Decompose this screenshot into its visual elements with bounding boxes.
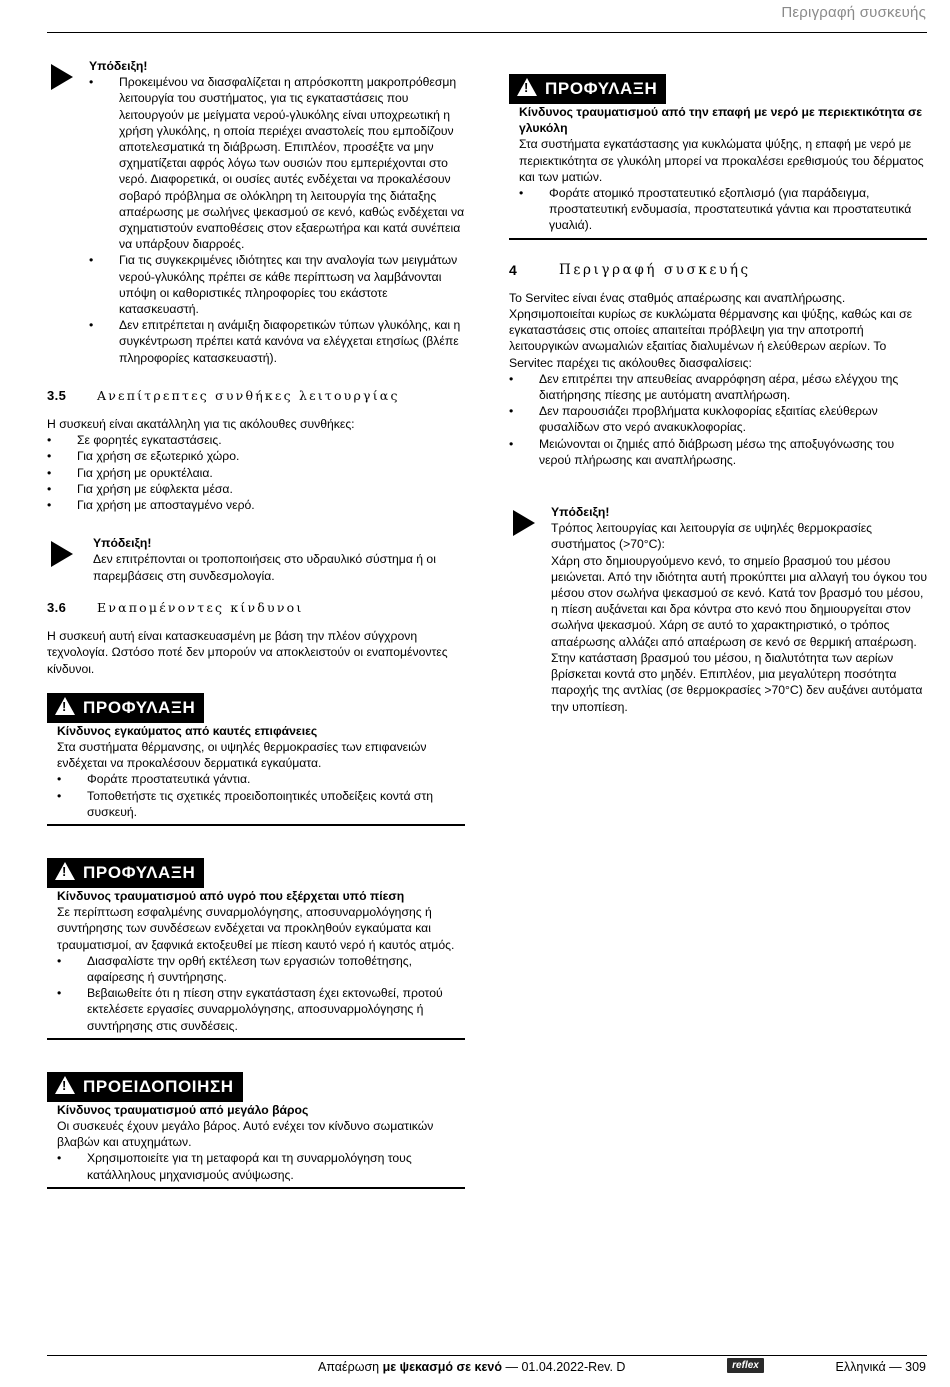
warning-badge [47,1072,243,1102]
list-item: • Βεβαιωθείτε ότι η πίεση στην εγκατάσταση έχει εκτονωθεί, προτού εκτελέσετε εργασίες συναρμολόγησης, αποσυναρμολόγησης ή συντήρησης στις συνδέσεις. [57,985,465,1034]
right-column [509,74,927,715]
note-text: Δεν επιτρέπονται οι τροποποιήσεις στο υδραυλικό σύστημα ή οι παρεμβάσεις στη συνδεσμολογία. [93,552,436,583]
caution-subtitle: Κίνδυνος εγκαύματος από καυτές επιφάνειες [57,723,318,738]
note-list [89,74,465,366]
list-item: • Χρησιμοποιείτε για τη μεταφορά και τη συναρμολόγηση τους κατάλληλους μηχανισμούς ανύψωσης. [57,1150,465,1182]
running-header: Περιγραφή συσκευής [781,4,926,21]
caution-badge [47,858,204,888]
note-title: Υπόδειξη! [93,536,152,551]
list-item: • Για χρήση με αποσταγμένο νερό. [47,497,465,513]
footer-page-number: Ελληνικά — 309 [835,1360,926,1374]
conditions-list [47,432,465,513]
list-item: • Τοποθετήστε τις σχετικές προειδοποιητικές υποδείξεις κοντά στη συσκευή. [57,788,465,820]
section-heading-3-5 [47,388,465,404]
note-glycol [47,58,465,366]
caution-pressurized-fluid [47,858,465,1040]
caution-text: Σε περίπτωση εσφαλμένης συναρμολόγησης, αποσυναρμολόγησης ή συντήρησης των συνδέσεων ενδέχεται να προκληθούν εγκαύματα και τραυματισμοί, αν ξαφνικά εκτοξευθεί με πίεση καυτό νερό ή καυτός ατμός. [57,905,455,952]
section-number: 3.6 [47,599,67,615]
section-title: Εναπομένοντες κίνδυνοι [97,599,304,615]
caution-label: ΠΡΟΦΥΛΑΞΗ [83,862,196,882]
caution-list [57,771,465,820]
note-text: Χάρη στο δημιουργούμενο κενό, το σημείο βρασμού του μέσου μειώνεται. Από την ιδιότητα αυτή προκύπτει μια αλλαγή του όγκου του μέσου στον σωλήνα ψεκασμού σε κενό. Κατά τον βρασμό του μέσου, η πίεση αυξάνεται και δρα κόντρα στο κενό που δημιουργείται στον σωλήνα ψεκασμού. Χάρη σε αυτό το χαρακτηριστικό, ο τρόπος απαέρωσης αλλάζει από απαέρωση σε κενό σε θερμική απαέρωση. Στην κατάσταση βρασμού του μέσου, η διαλυτότητα των αερίων βρίσκεται κοντά στο μηδέν. Επιπλέον, μια μεγαλύτερη ποσότητα παροχής της αντλίας (σε θερμοκρασίες >70°C) δεν αυξάνει αυτόματα την υποπίεση. [551,553,927,714]
caution-list [57,953,465,1034]
caution-text: Στα συστήματα θέρμανσης, οι υψηλές θερμοκρασίες των επιφανειών ενδέχεται να προκαλέσουν δερματικά εγκαύματα. [57,739,427,771]
warning-triangle-icon [55,697,75,715]
list-item: • Προκειμένου να διασφαλίζεται η απρόσκοπτη μακροπρόθεσμη λειτουργία του συστήματος, για τις εγκαταστάσεις που λειτουργούν με μείγματα νερού-γλυκόλης είναι υποχρεωτική η χρήση γλυκόλης, η οποία περιέχει αναστολείς που εμποδίζουν αποτελεσματικά τη διάβρωση. Επιπλέον, προσέξτε να μην σχηματίζεται αφρός λόγω των ουσιών που εμπεριέχονται στο νερό. Διαφορετικά, οι ουσίες αυτές ενδέχεται να προκαλέσουν σοβαρό πρόβλημα σε ολόκληρη τη λειτουργία της διάταξης απαέρωσης με σωλήνες ψεκασμού σε κενό, καθώς ενδέχεται να σχηματιστούν εναποθέσεις στον εξαερωτήρα και κατά συνέπεια να υπάρξουν διαρροές. [89,74,465,252]
paragraph: Η συσκευή αυτή είναι κατασκευασμένη με βάση την πλέον σύγχρονη τεχνολογία. Ωστόσο ποτέ δεν μπορούν να αποκλειστούν οι εναπομένοντες κίνδυνοι. [47,629,448,676]
list-item: • Δεν επιτρέπεται η ανάμιξη διαφορετικών τύπων γλυκόλης, και η συγκέντρωση πρέπει κατά κανόνα να ελέγχεται ετησίως (βλέπε πληροφορίες κατασκευαστή). [89,317,465,366]
caution-subtitle: Κίνδυνος τραυματισμού από την επαφή με νερό με περιεκτικότητα σε γλυκόλη [519,105,923,136]
footer-doc-suffix: — 01.04.2022-Rev. D [502,1360,626,1374]
list-item: • Δεν επιτρέπει την απευθείας αναρρόφηση αέρα, μέσω ελέγχου της διατήρησης πίεσης με αυτόματη αναπλήρωση. [509,371,927,403]
features-list [509,371,927,468]
list-item: • Μειώνονται οι ζημιές από διάβρωση μέσω της αποξυγόνωσης του νερού πλήρωσης και αναπλήρωσης. [509,436,927,468]
warning-triangle-icon [517,78,537,96]
caution-text: Στα συστήματα εγκατάστασης για κυκλώματα ψύξης, η επαφή με νερό με περιεκτικότητα σε γλυκόλη μπορεί να προκαλέσει ερεθισμούς του δέρματος και των ματιών. [519,137,924,184]
caution-label: ΠΡΟΦΥΛΑΞΗ [83,697,196,717]
list-item: • Για χρήση με ορυκτέλαια. [47,465,465,481]
note-high-temperature [509,504,927,715]
caution-badge [509,74,666,104]
footer-doc-bold: με ψεκασμό σε κενό [382,1360,502,1374]
caution-body [47,888,465,1034]
list-item: • Για χρήση σε εξωτερικό χώρο. [47,448,465,464]
list-item: • Σε φορητές εγκαταστάσεις. [47,432,465,448]
reflex-logo: reflex [727,1358,764,1373]
caution-badge [47,693,204,723]
footer-rule [47,1355,927,1356]
warning-body [47,1102,465,1183]
list-item: • Για τις συγκεκριμένες ιδιότητες και την αναλογία των μειγμάτων νερού-γλυκόλης πρέπει σε κάθε περίπτωση να λαμβάνονται υπόψη οι καθοριστικές πληροφορίες του εκάστοτε κατασκευαστή. [89,252,465,317]
caution-hot-surfaces [47,693,465,826]
note-modifications [47,535,465,584]
list-item: • Διασφαλίστε την ορθή εκτέλεση των εργασιών τοποθέτησης, αφαίρεσης ή συντήρησης. [57,953,465,985]
list-item: • Φοράτε ατομικό προστατευτικό εξοπλισμό (για παράδειγμα, προστατευτική ενδυμασία, προστατευτικά γάντια και προστατευτικά γυαλιά). [519,185,927,234]
section-title: Περιγραφή συσκευής [559,261,751,278]
list-item: • Δεν παρουσιάζει προβλήματα κυκλοφορίας εξαιτίας ελεύθερων φυσαλίδων στο νερό ανακυκλοφορίας. [509,403,927,435]
section-number: 3.5 [47,387,67,403]
caution-glycol-contact [509,74,927,240]
note-text: Τρόπος λειτουργίας και λειτουργία σε υψηλές θερμοκρασίες συστήματος (>70°C): [551,521,872,552]
section-title: Ανεπίτρεπτες συνθήκες λειτουργίας [97,387,400,403]
note-title: Υπόδειξη! [551,505,610,520]
header-rule [47,32,927,33]
caution-subtitle: Κίνδυνος τραυματισμού από υγρό που εξέρχεται υπό πίεση [57,888,405,903]
note-title: Υπόδειξη! [89,59,148,73]
caution-body [47,723,465,820]
caution-label: ΠΡΟΦΥΛΑΞΗ [545,78,658,98]
footer-document-title [318,1359,625,1375]
footer-doc-prefix: Απαέρωση [318,1360,383,1374]
note-arrow-icon [513,510,535,536]
warning-triangle-icon [55,862,75,880]
list-item: • Για χρήση με εύφλεκτα μέσα. [47,481,465,497]
section-number: 4 [509,261,518,278]
caution-body [509,104,927,234]
paragraph: Το Servitec είναι ένας σταθμός απαέρωσης και αναπλήρωσης. Χρησιμοποιείται κυρίως σε κυκλώματα θέρμανσης και ψύξης, καθώς και σε εγκαταστάσεις στις οποίες απαιτείται πρόβλεψη για την αποτροπή λειτουργικών ανωμαλιών εξαιτίας διαλυμένων ή ελεύθερων αερίων. Το Servitec παρέχει τις ακόλουθες διασφαλίσεις: [509,290,913,370]
left-column [47,58,465,1189]
note-arrow-icon [51,541,73,567]
warning-text: Οι συσκευές έχουν μεγάλο βάρος. Αυτό ενέχει τον κίνδυνο σωματικών βλαβών και ατυχημάτων. [57,1118,434,1150]
list-item: • Φοράτε προστατευτικά γάντια. [57,771,465,787]
section-heading-3-6 [47,600,465,616]
section-heading-4 [509,262,927,278]
warning-label: ΠΡΟΕΙΔΟΠΟΙΗΣΗ [83,1076,234,1096]
warning-list [57,1150,465,1182]
caution-list [519,185,927,234]
paragraph: Η συσκευή είναι ακατάλληλη για τις ακόλουθες συνθήκες: [47,417,355,432]
warning-heavy-weight [47,1072,465,1189]
note-arrow-icon [51,64,73,90]
warning-triangle-icon [55,1076,75,1094]
warning-subtitle: Κίνδυνος τραυματισμού από μεγάλο βάρος [57,1102,309,1117]
